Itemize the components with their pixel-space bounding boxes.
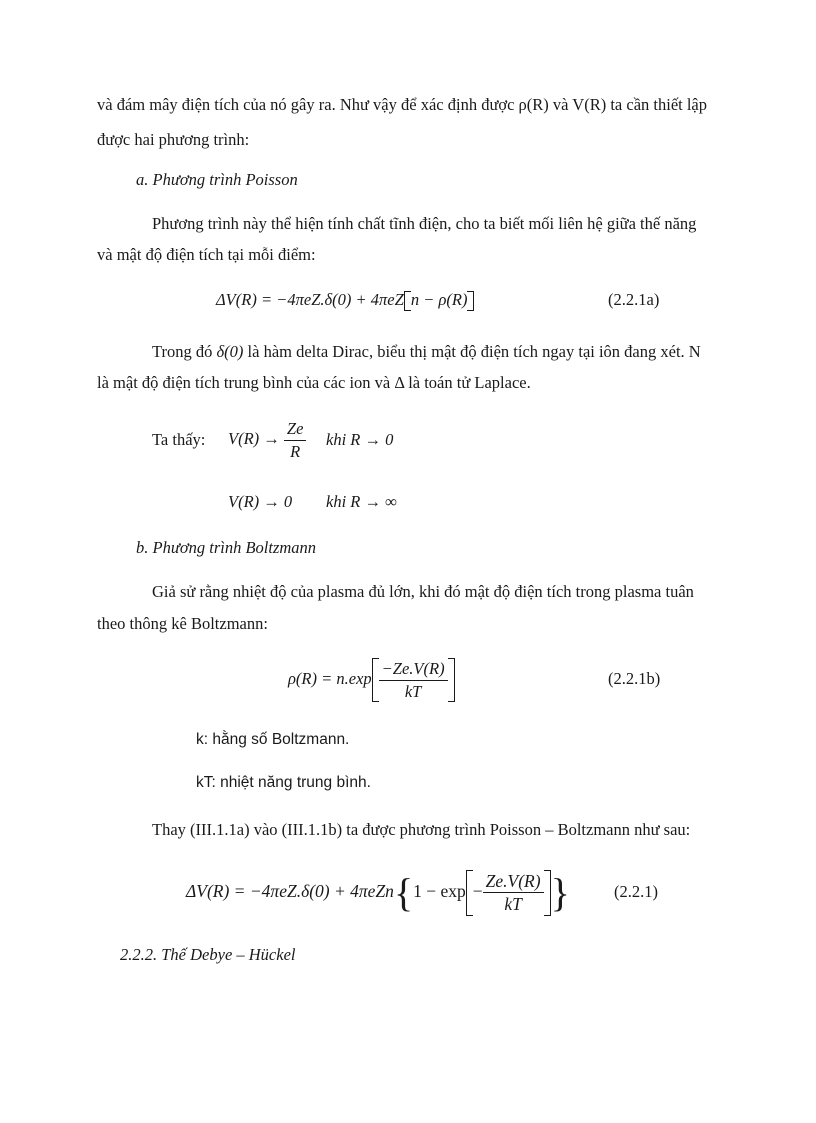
section-heading-debye: 2.2.2. Thế Debye – Hückel xyxy=(120,945,296,964)
bracket-left xyxy=(372,658,379,702)
paragraph-line: được hai phương trình: xyxy=(97,130,250,149)
equation-inner: 1 − exp xyxy=(413,881,466,901)
fraction-numerator: −Ze.V(R) xyxy=(379,659,448,681)
bracket-right xyxy=(467,291,474,311)
equation-poisson xyxy=(216,290,474,311)
equation-number: (2.2.1b) xyxy=(608,669,661,688)
limits-label: Ta thấy: xyxy=(152,430,206,449)
equation-poisson-boltzmann: ΔV(R) = −4πeZ.δ(0) + 4πeZn{1 − exp − $\frac{Ze.V(R)}{kT}$ } xyxy=(186,869,570,915)
fraction-numerator: Ze xyxy=(284,419,307,441)
definition-k: k: hằng số Boltzmann. xyxy=(196,731,350,748)
limit-lhs: V(R) → xyxy=(228,429,280,448)
section-heading-b: b. Phương trình Boltzmann xyxy=(136,538,317,557)
equation-number: (2.2.1) xyxy=(614,882,658,901)
brace-left: { xyxy=(393,869,414,915)
definition-kt: kT: nhiệt năng trung bình. xyxy=(196,774,371,791)
equation-lhs: ρ(R) = n.exp xyxy=(288,669,372,688)
paragraph-line: và đám mây điện tích của nó gây ra. Như vậy để xác định được ρ(R) và V(R) ta cần thiết lập xyxy=(97,95,708,114)
bracket-right xyxy=(544,870,551,916)
delta-symbol: δ(0) xyxy=(216,342,244,361)
equation-lhs: ΔV(R) = −4πeZ.δ(0) + 4πeZ xyxy=(216,290,404,309)
paragraph-line xyxy=(152,342,701,362)
equation-boltzmann xyxy=(288,654,455,704)
fraction-denominator: kT xyxy=(504,894,522,915)
fraction-numerator: Ze.V(R) xyxy=(483,871,544,893)
limit-condition-2: khi R → ∞ xyxy=(326,492,397,511)
fraction-boltzmann xyxy=(379,659,448,702)
equation-lhs: ΔV(R) = −4πeZ.δ(0) + 4πeZn xyxy=(186,881,394,901)
equation-number: (2.2.1a) xyxy=(608,290,660,309)
limit-condition-1: khi R → 0 xyxy=(326,430,394,449)
bracket-left xyxy=(404,291,411,311)
paragraph-text: là hàm delta Dirac, biểu thị mật độ điện tích ngay tại iôn đang xét. N xyxy=(247,342,701,361)
paragraph-text: Trong đó xyxy=(152,342,213,361)
bracket-right xyxy=(448,658,455,702)
equation-bracket-content: n − ρ(R) xyxy=(410,290,468,309)
fraction-ze-over-r xyxy=(284,419,307,462)
brace-right: } xyxy=(550,869,570,915)
paragraph-line: theo thông kê Boltzmann: xyxy=(97,614,268,633)
section-heading-a: a. Phương trình Poisson xyxy=(136,170,298,189)
limit-expression-2: V(R) → 0 xyxy=(228,492,293,511)
paragraph-line: Giả sử rằng nhiệt độ của plasma đủ lớn, khi đó mật độ điện tích trong plasma tuân xyxy=(152,582,694,601)
fraction-denominator: R xyxy=(290,441,301,461)
fraction-exponent xyxy=(483,871,544,914)
limit-expression-1 xyxy=(228,416,306,462)
paragraph-line: Thay (III.1.1a) vào (III.1.1b) ta được phương trình Poisson – Boltzmann như sau: xyxy=(152,820,691,839)
paragraph-line: và mật độ điện tích tại mỗi điểm: xyxy=(97,245,316,264)
paragraph-line: Phương trình này thể hiện tính chất tĩnh điện, cho ta biết mối liên hệ giữa thế năng xyxy=(152,214,697,233)
bracket-left xyxy=(466,870,473,916)
fraction-denominator: kT xyxy=(404,681,422,701)
paragraph-line: là mật độ điện tích trung bình của các ion và Δ là toán tử Laplace. xyxy=(97,373,531,392)
